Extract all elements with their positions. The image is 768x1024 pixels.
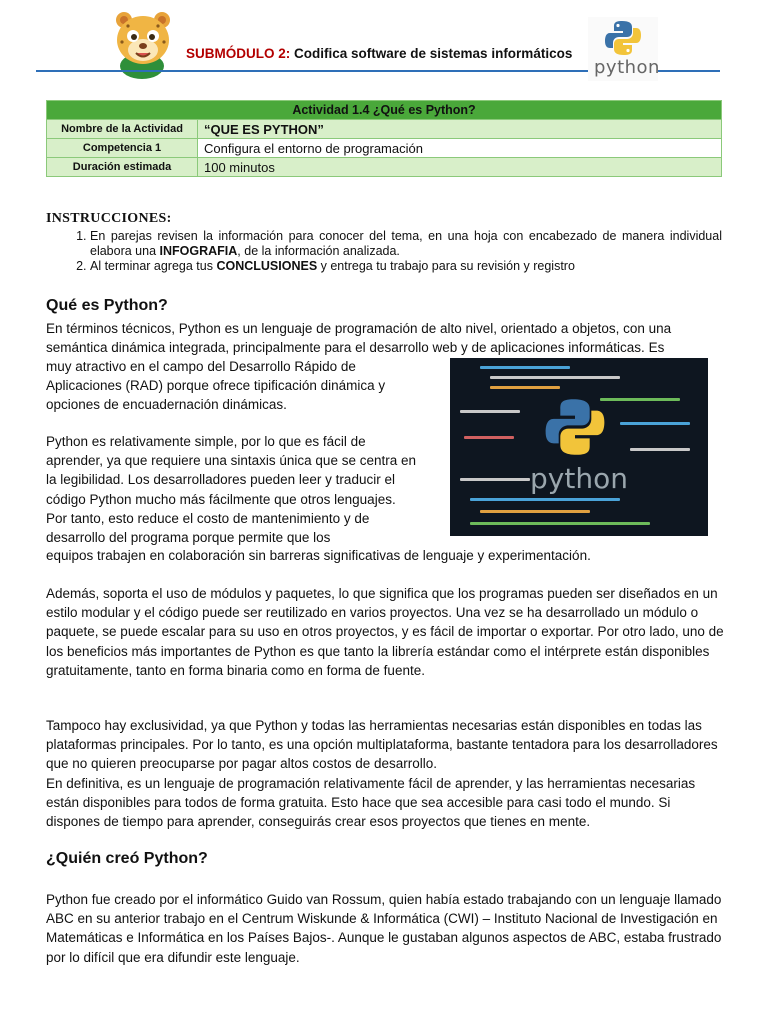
paragraph: En definitiva, es un lenguaje de programación relativamente fácil de aprender, y las herramientas necesarias están disponibles para todos de forma gratuita. Esto hace que sea accesible para casi todo el mundo. Si dispones de tiempo para aprender, conseguirás crear esos proyectos que tienes en mente. bbox=[46, 776, 696, 830]
instruction-bold: INFOGRAFIA bbox=[159, 244, 238, 258]
instruction-text: En parejas revisen la información para conocer del tema, en una hoja con encabezado de manera individual elabora una bbox=[90, 229, 722, 258]
python-code-screen-image bbox=[450, 358, 708, 536]
paragraph: En términos técnicos, Python es un lenguaje de programación de alto nivel, orientado a objetos, con una semántica dinámica integrada, principalmente para el desarrollo web y de aplicaciones informáticas. Es bbox=[46, 321, 672, 356]
section-heading: Qué es Python? bbox=[46, 297, 168, 314]
table-row bbox=[47, 120, 722, 139]
row-value: “QUE ES PYTHON” bbox=[198, 120, 722, 139]
table-row bbox=[47, 139, 722, 158]
paragraph: equipos trabajen en colaboración sin barreras significativas de lenguaje y experimentación. bbox=[46, 548, 591, 563]
module-title-bold: SUBMÓDULO 2: bbox=[186, 46, 291, 61]
module-title bbox=[186, 46, 572, 61]
python-logo-icon bbox=[588, 17, 658, 81]
paragraph: Además, soporta el uso de módulos y paquetes, lo que significa que los programas pueden ser diseñados en un estilo modular y el código puede ser reutilizado en varios proyectos. Una vez se ha desarrollado un módulo o paquete, se puede escalar para su uso en otros proyectos, y es fácil de importar o exportar. Por otro lado, uno de los beneficios más importantes de Python es que tanto la librería estándar como el intérprete están disponibles gratuitamente, tanto en forma binaria como en forma de fuente. bbox=[46, 586, 724, 678]
row-value: Configura el entorno de programación bbox=[198, 139, 722, 158]
paragraph: Python es relativamente simple, por lo que es fácil de aprender, ya que requiere una sintaxis única que se centra en la legibilidad. Los desarrolladores pueden leer y traducir el código Python mucho más fácilmente que otros lenguajes. Por tanto, esto reduce el costo de mantenimiento y de desarrollo del programa porque permite que los bbox=[46, 434, 416, 546]
python-logo-word: python bbox=[594, 57, 660, 78]
list-item bbox=[90, 229, 722, 259]
page-header bbox=[0, 0, 768, 90]
row-value: 100 minutos bbox=[198, 158, 722, 177]
row-label: Nombre de la Actividad bbox=[47, 120, 198, 139]
row-label: Duración estimada bbox=[47, 158, 198, 177]
instruction-bold: CONCLUSIONES bbox=[216, 259, 318, 273]
module-title-text: Codifica software de sistemas informáticos bbox=[290, 46, 573, 61]
paragraph: Tampoco hay exclusividad, ya que Python y todas las herramientas necesarias están disponibles en todas las plataformas principales. Por lo tanto, es una opción multiplataforma, bastante tentadora para los desarrolladores que no quieren preocuparse por pagar altos costos de desarrollo. bbox=[46, 718, 718, 772]
activity-table-header-row bbox=[47, 101, 722, 120]
row-label: Competencia 1 bbox=[47, 139, 198, 158]
instructions-title: INSTRUCCIONES: bbox=[46, 211, 172, 226]
image-python-word: python bbox=[530, 462, 628, 495]
instruction-text: , de la información analizada. bbox=[237, 244, 400, 258]
section-heading: ¿Quién creó Python? bbox=[46, 850, 208, 867]
activity-heading: Actividad 1.4 ¿Qué es Python? bbox=[47, 101, 722, 120]
list-item bbox=[90, 259, 722, 274]
instruction-text: Al terminar agrega tus bbox=[90, 259, 217, 273]
paragraph: muy atractivo en el campo del Desarrollo Rápido de Aplicaciones (RAD) porque ofrece tipificación dinámica y opciones de encuadernación dinámicas. bbox=[46, 359, 386, 413]
instruction-text: y entrega tu trabajo para su revisión y registro bbox=[317, 259, 575, 273]
instructions-list bbox=[46, 229, 722, 274]
activity-table bbox=[46, 100, 722, 177]
table-row bbox=[47, 158, 722, 177]
paragraph: Python fue creado por el informático Guido van Rossum, quien había estado trabajando con un lenguaje llamado ABC en su anterior trabajo en el Centrum Wiskunde & Informática (CWI) – Instituto Nacional de Investigación en Matemáticas e Informática en los Países Bajos-. Aunque le gustaban algunos aspectos de ABC, estaba frustrado por lo difícil que era difundir este lenguaje. bbox=[46, 892, 722, 965]
